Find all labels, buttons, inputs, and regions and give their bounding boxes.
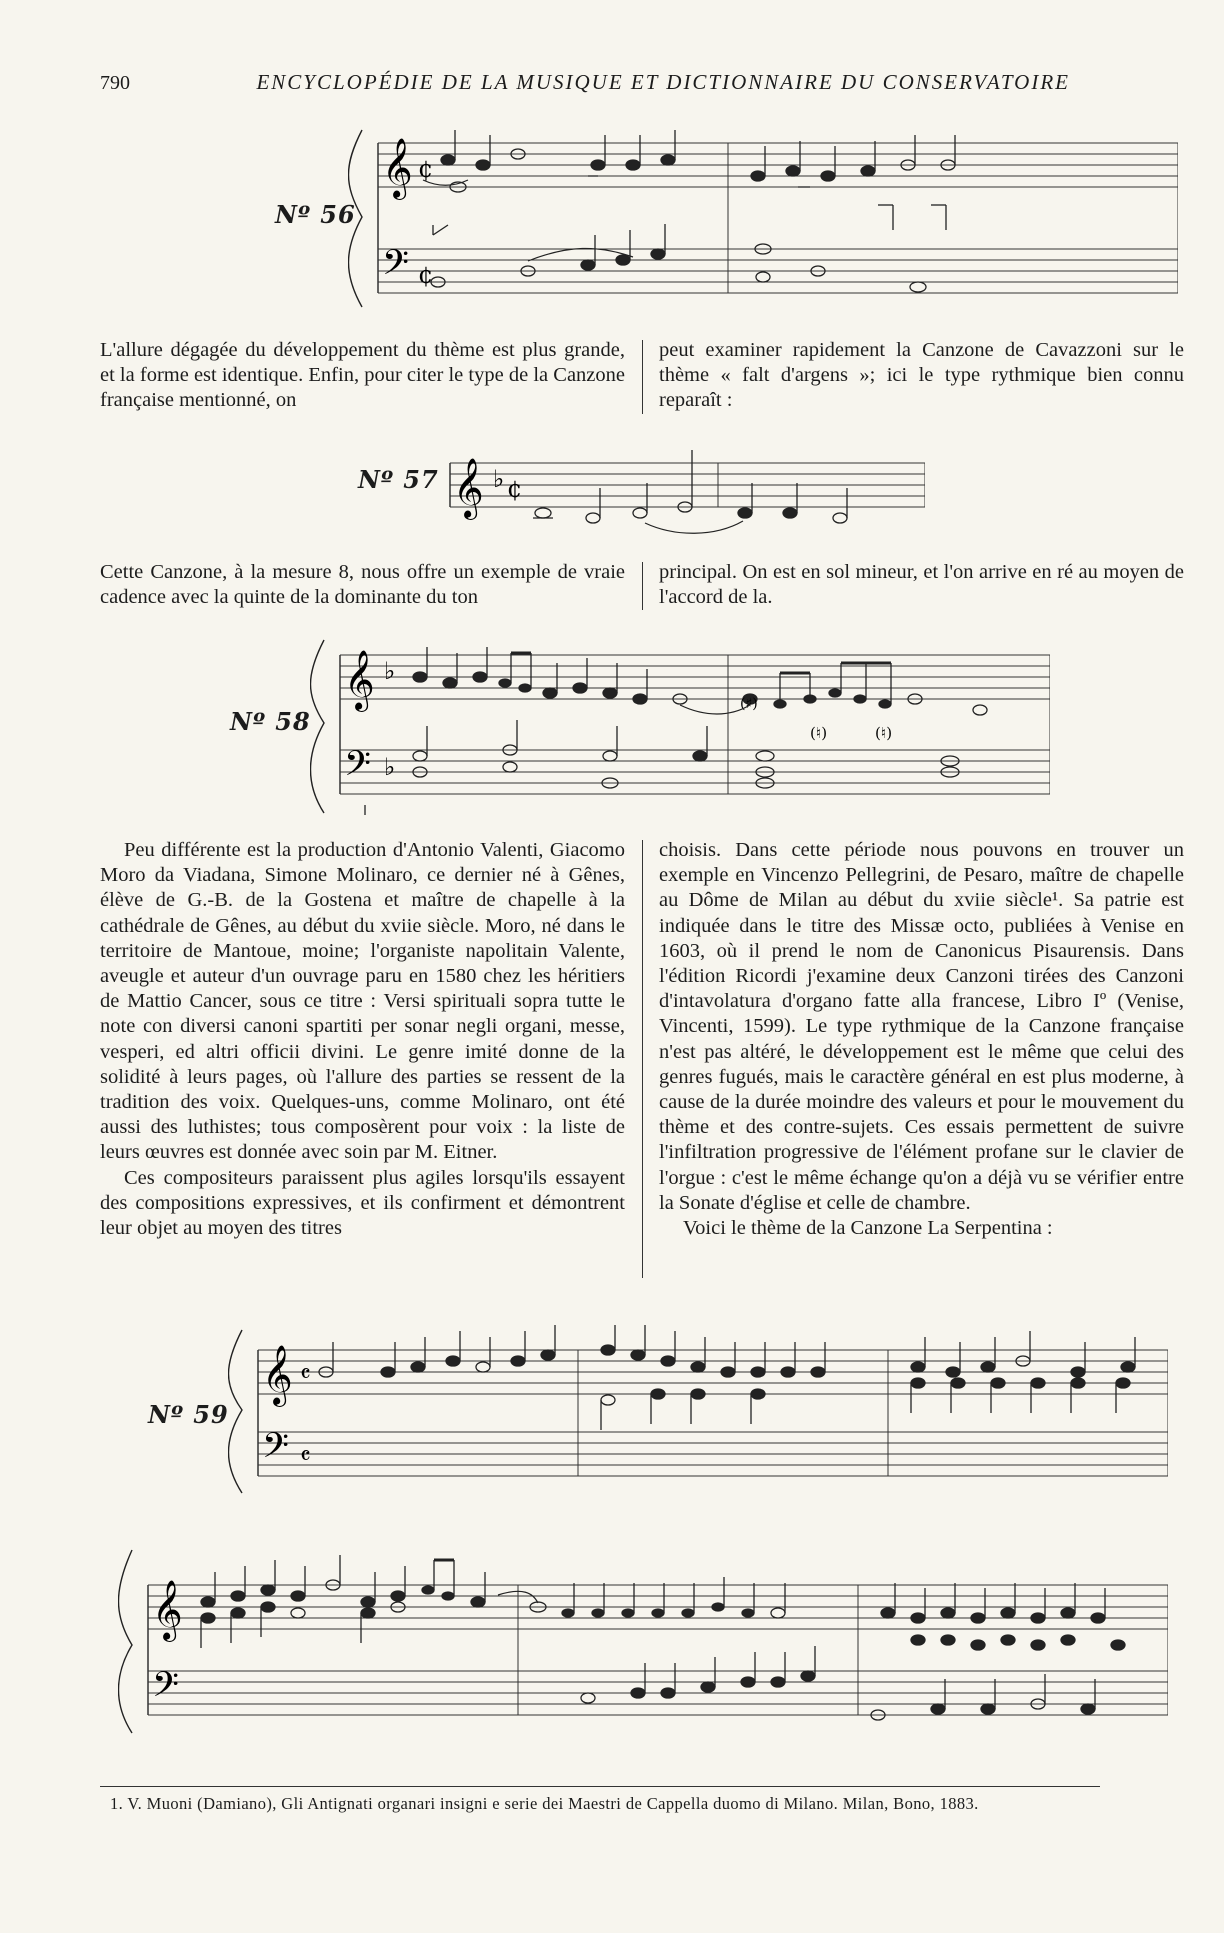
svg-text:𝄢: 𝄢 <box>152 1664 180 1713</box>
svg-text:𝄴: 𝄴 <box>300 1442 311 1470</box>
example-58-label: Nº 58 <box>230 707 311 736</box>
paragraph: principal. On est en sol mineur, et l'on arrive en ré au moyen de l'accord de la. <box>659 561 1184 609</box>
music-example-57 <box>445 445 925 540</box>
svg-text:♭: ♭ <box>493 465 505 493</box>
running-header <box>100 70 1070 96</box>
music-example-59-system-1 <box>228 1325 1168 1495</box>
paragraph: Cette Canzone, à la mesure 8, nous offre un exemple de vraie cadence avec la quinte de la dominante du ton <box>100 561 625 609</box>
svg-text:𝄞: 𝄞 <box>152 1580 183 1640</box>
svg-text:♭: ♭ <box>384 657 396 685</box>
column-divider <box>642 340 643 414</box>
svg-text:𝄴: 𝄴 <box>300 1360 311 1388</box>
paragraph: L'allure dégagée du développement du thème est plus grande, et la forme est identique. Enfin, pour citer le type de la Canzone française mentionné, on <box>100 339 625 412</box>
svg-text:𝄢: 𝄢 <box>344 743 372 792</box>
svg-text:𝄞: 𝄞 <box>344 650 375 710</box>
footnote: 1. V. Muoni (Damiano), Gli Antignati organari insigni e serie dei Maestri de Cappella duomo di Milano. Milan, Bono, 1883. <box>110 1794 979 1813</box>
svg-text:¢: ¢ <box>418 261 434 289</box>
paragraph: Ces compositeurs paraissent plus agiles lorsqu'ils essayent des compositions expressives, et ils confirment et démontrent leur objet au moyen des titres <box>100 1166 625 1240</box>
paragraph: Voici le thème de la Canzone La Serpentina : <box>683 1217 1053 1240</box>
svg-text:♭: ♭ <box>384 753 396 781</box>
svg-text:(♮): (♮) <box>810 724 828 742</box>
svg-text:¢: ¢ <box>418 155 434 183</box>
svg-text:(♯): (♯) <box>740 696 758 712</box>
svg-text:𝄞: 𝄞 <box>382 138 413 198</box>
column-divider <box>642 840 643 1278</box>
paragraph: Peu différente est la production d'Antonio Valenti, Giacomo Moro da Viadana, Simone Molinaro, ce dernier né à Gênes, élève de G.-B. de la Gostena et maître de chapelle à la cathédrale de Gênes, au début du xviie siècle. Moro, né dans le territoire de Mantoue, moine; l'organiste napolitain Valente, aveugle et auteur d'un ouvrage paru en 1580 chez les héritiers de Mattio Cancer, sous ce titre : Versi spirituali sopra tutte le note con diversi canoni spartiti per sonar negli organi, messe, vesperi, ed altri officii divini. Le genre imité donne de la solidité à leurs pages, où l'allure des parties se ressent de la tradition des voix. Quelques-uns, comme Molinaro, ont été aussi des luthistes; tous composèrent pour voix : la liste de leurs œuvres est donnée avec soin par M. Eitner. <box>100 839 625 1164</box>
svg-text:(♮): (♮) <box>875 724 893 742</box>
example-57-label: Nº 57 <box>358 465 439 494</box>
paragraph: peut examiner rapidement la Canzone de Cavazzoni sur le thème « falt d'argens »; ici le type rythmique bien connu reparaît : <box>659 339 1184 412</box>
svg-text:𝄢: 𝄢 <box>382 242 410 291</box>
paragraph: choisis. Dans cette période nous pouvons en trouver un exemple en Vincenzo Pellegrini, de Pesaro, maître de chapelle au Dôme de Milan au début du xviie siècle¹. Sa patrie est indiquée dans le titre des Missæ octo, publiées à Venise en 1603, où il prend le nom de Canonicus Pisaurensis. Dans l'édition Ricordi j'examine deux Canzoni tirées des Canzoni d'intavolatura d'organo fatte alla francese, Libro Iº (Venise, Vincenti, 1599). Le type rythmique de la Canzone française n'est pas altéré, le développement est le même que celui des genres fugués, mais le caractère général en est plus moderne, à cause de la durée moindre des valeurs et pour le mouvement du thème et des contre-sujets. Ces essais permettent de suivre l'infiltration progressive de l'élément profane sur le clavier de l'orgue : c'est le même échange qu'on a déjà vu se vérifier entre la Sonate d'église et celle de chambre. <box>659 839 1184 1214</box>
running-title: ENCYCLOPÉDIE DE LA MUSIQUE ET DICTIONNAIRE DU CONSERVATOIRE <box>256 70 1070 94</box>
text-block-3 <box>100 838 1184 1280</box>
svg-text:¢: ¢ <box>507 475 523 503</box>
page-number: 790 <box>100 72 130 94</box>
footnote-rule <box>100 1786 1100 1787</box>
example-56-label: Nº 56 <box>275 200 356 229</box>
svg-text:𝄞: 𝄞 <box>262 1345 293 1405</box>
music-example-56 <box>348 125 1178 310</box>
text-block-2 <box>100 560 1184 612</box>
column-divider <box>642 562 643 610</box>
svg-text:𝄞: 𝄞 <box>453 458 484 518</box>
music-example-58 <box>310 635 1050 815</box>
svg-text:𝄢: 𝄢 <box>262 1425 290 1474</box>
example-59-label: Nº 59 <box>148 1400 229 1429</box>
music-example-59-system-2 <box>118 1545 1168 1735</box>
text-block-1 <box>100 338 1184 416</box>
